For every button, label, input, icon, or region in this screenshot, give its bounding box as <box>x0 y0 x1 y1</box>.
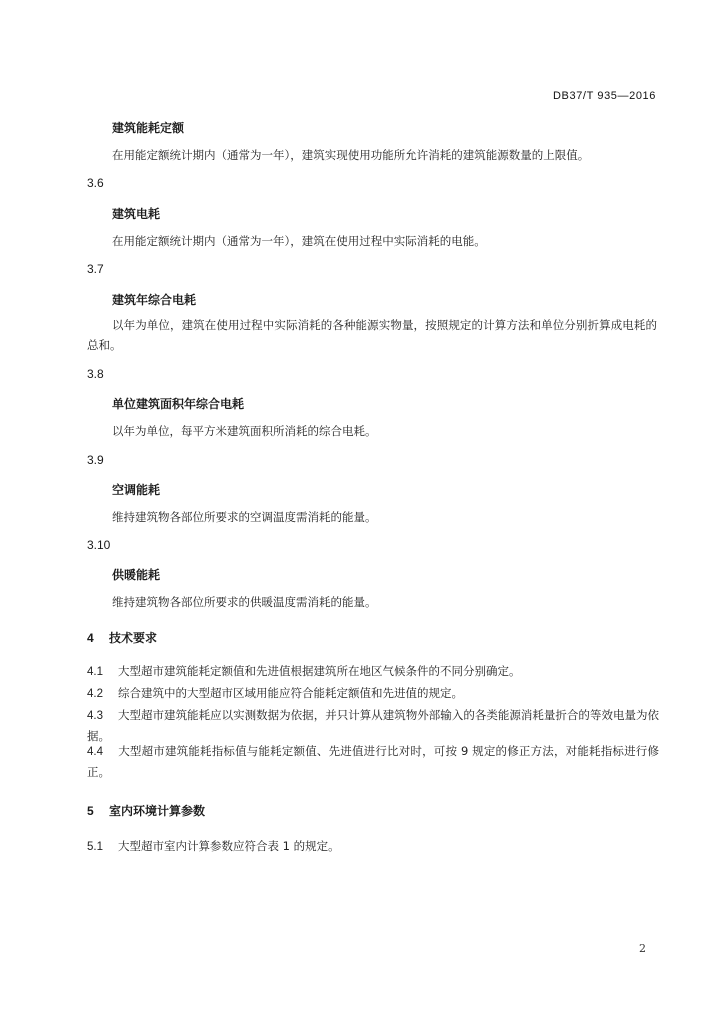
clause-number: 3.6 <box>87 176 104 190</box>
clause <box>87 683 659 704</box>
clause <box>87 661 659 682</box>
clause <box>87 836 659 857</box>
clause <box>87 741 659 782</box>
term-title: 建筑能耗定额 <box>112 121 185 135</box>
term-definition: 以年为单位，每平方米建筑面积所消耗的综合电耗。 <box>112 424 377 438</box>
section-title: 技术要求 <box>109 631 158 645</box>
term-title: 空调能耗 <box>112 483 161 497</box>
clause-text: 大型超市建筑能耗应以实测数据为依据，并只计算从建筑物外部输入的各类能源消耗量折合的等效电量为依据。 <box>87 708 659 743</box>
clause-number: 4.2 <box>87 688 103 700</box>
clause-number: 5.1 <box>87 841 103 853</box>
section-heading <box>87 629 157 646</box>
clause-text: 大型超市建筑能耗定额值和先进值根据建筑所在地区气候条件的不同分别确定。 <box>118 664 521 678</box>
page-number: 2 <box>639 942 646 955</box>
section-title: 室内环境计算参数 <box>109 804 206 818</box>
section-number: 4 <box>87 631 94 645</box>
document-code-header: DB37/T 935—2016 <box>553 90 656 102</box>
term-title: 供暖能耗 <box>112 568 161 582</box>
clause-number: 3.7 <box>87 262 104 276</box>
clause-number: 3.10 <box>87 538 111 552</box>
term-definition: 在用能定额统计期内（通常为一年），建筑实现使用功能所允许消耗的建筑能源数量的上限值。 <box>112 148 590 162</box>
clause-number: 4.3 <box>87 710 103 722</box>
clause-text: 大型超市建筑能耗指标值与能耗定额值、先进值进行比对时，可按 9 规定的修正方法，对能耗指标进行修正。 <box>87 744 659 779</box>
term-title: 建筑年综合电耗 <box>112 293 197 307</box>
term-definition: 以年为单位，建筑在使用过程中实际消耗的各种能源实物量，按照规定的计算方法和单位分别折算成电耗的总和。 <box>87 318 657 352</box>
clause-number: 4.1 <box>87 666 103 678</box>
term-definition: 维持建筑物各部位所要求的空调温度需消耗的能量。 <box>112 510 377 524</box>
clause-number: 3.8 <box>87 367 104 381</box>
term-definition: 维持建筑物各部位所要求的供暖温度需消耗的能量。 <box>112 595 377 609</box>
clause <box>87 705 659 746</box>
term-title: 单位建筑面积年综合电耗 <box>112 397 245 411</box>
term-definition: 在用能定额统计期内（通常为一年），建筑在使用过程中实际消耗的电能。 <box>112 234 486 248</box>
clause-number: 3.9 <box>87 453 104 467</box>
section-number: 5 <box>87 804 94 818</box>
clause-number: 4.4 <box>87 746 103 758</box>
clause-text: 大型超市室内计算参数应符合表 1 的规定。 <box>118 839 340 853</box>
section-heading <box>87 802 205 819</box>
term-title: 建筑电耗 <box>112 207 161 221</box>
clause-text: 综合建筑中的大型超市区域用能应符合能耗定额值和先进值的规定。 <box>118 686 463 700</box>
